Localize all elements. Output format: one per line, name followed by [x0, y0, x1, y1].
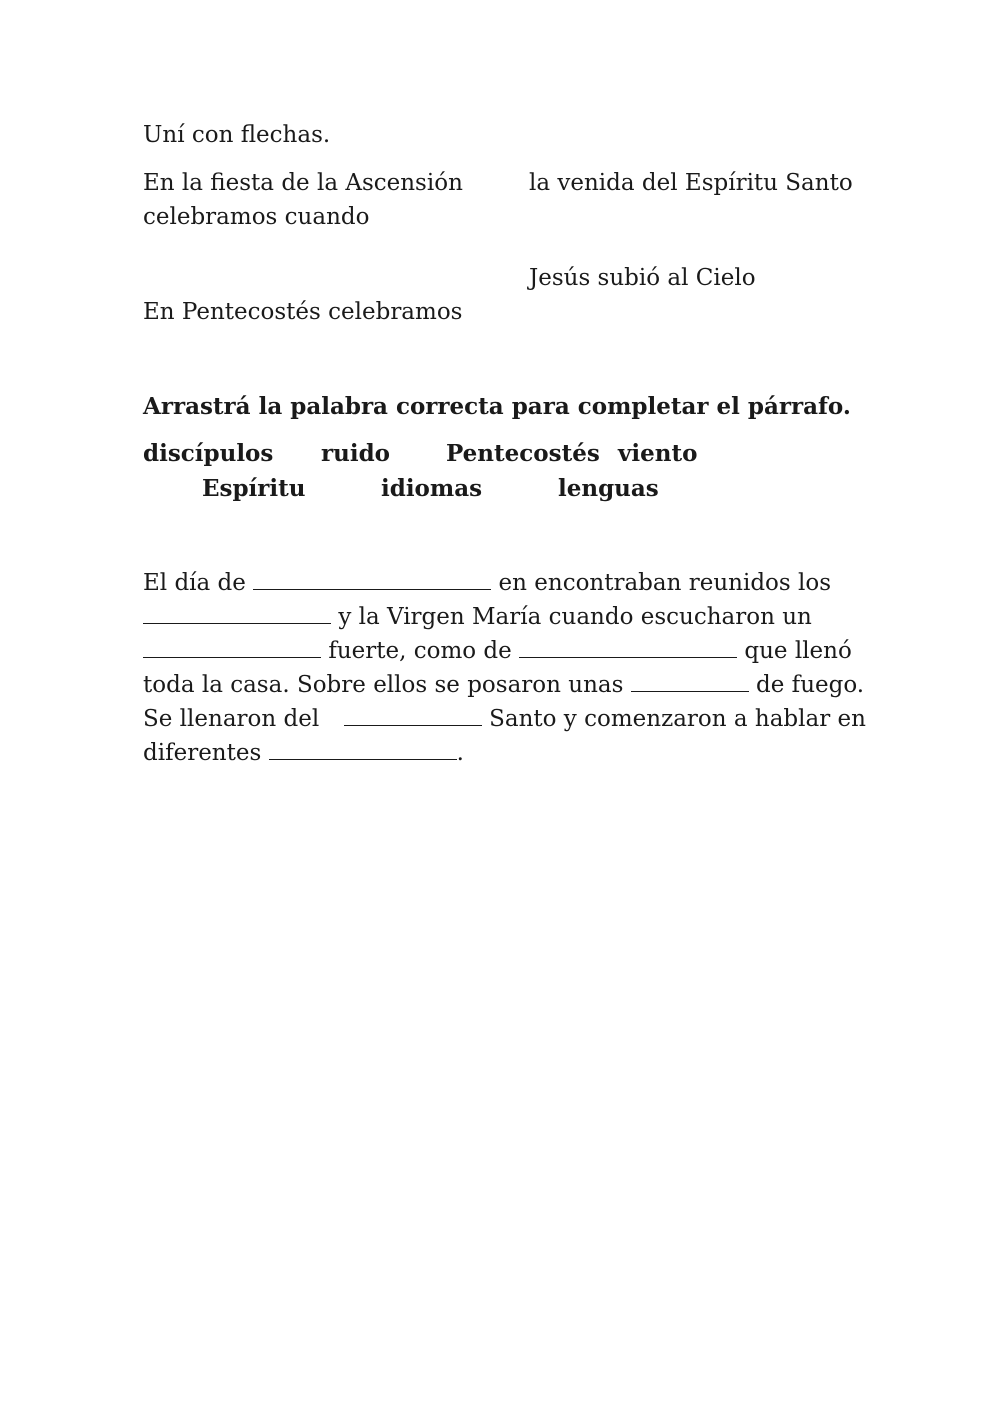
blank-drop-zone-1[interactable]: [253, 567, 491, 590]
word-bank-item[interactable]: lenguas: [558, 475, 659, 502]
paragraph-text: diferentes: [143, 740, 262, 766]
instruction-drag: Arrastrá la palabra correcta para completar el párrafo.: [143, 393, 851, 420]
match-left-item-1-line-2[interactable]: celebramos cuando: [143, 204, 370, 230]
match-left-item-2[interactable]: En Pentecostés celebramos: [143, 299, 463, 325]
paragraph-text: toda la casa. Sobre ellos se posaron unas: [143, 672, 624, 698]
word-bank-item[interactable]: discípulos: [143, 440, 274, 467]
paragraph-text: en encontraban reunidos los: [498, 570, 832, 596]
instruction-match: Uní con flechas.: [143, 122, 331, 148]
fill-in-paragraph: [143, 566, 866, 770]
word-bank-item[interactable]: Pentecostés: [446, 440, 600, 467]
word-bank-item[interactable]: viento: [618, 440, 698, 467]
blank-drop-zone-5[interactable]: [631, 669, 749, 692]
word-bank-item[interactable]: Espíritu: [202, 475, 306, 502]
paragraph-text: de fuego.: [756, 672, 865, 698]
word-bank-item[interactable]: ruido: [321, 440, 390, 467]
blank-drop-zone-6[interactable]: [344, 703, 482, 726]
paragraph-text: fuerte, como de: [328, 638, 512, 664]
paragraph-text: El día de: [143, 570, 246, 596]
blank-drop-zone-2[interactable]: [143, 601, 331, 624]
word-bank-item[interactable]: idiomas: [381, 475, 483, 502]
paragraph-text: Se llenaron del: [143, 706, 320, 732]
blank-drop-zone-3[interactable]: [143, 635, 321, 658]
match-right-item-2[interactable]: Jesús subió al Cielo: [529, 265, 756, 291]
paragraph-text: y la Virgen María cuando escucharon un: [338, 604, 812, 630]
match-left-item-1-line-1[interactable]: En la fiesta de la Ascensión: [143, 170, 463, 196]
paragraph-text: que llenó: [744, 638, 852, 664]
blank-drop-zone-7[interactable]: [269, 737, 457, 760]
paragraph-text: .: [456, 740, 464, 766]
match-right-item-1[interactable]: la venida del Espíritu Santo: [529, 170, 853, 196]
paragraph-text: Santo y comenzaron a hablar en: [489, 706, 866, 732]
blank-drop-zone-4[interactable]: [519, 635, 737, 658]
